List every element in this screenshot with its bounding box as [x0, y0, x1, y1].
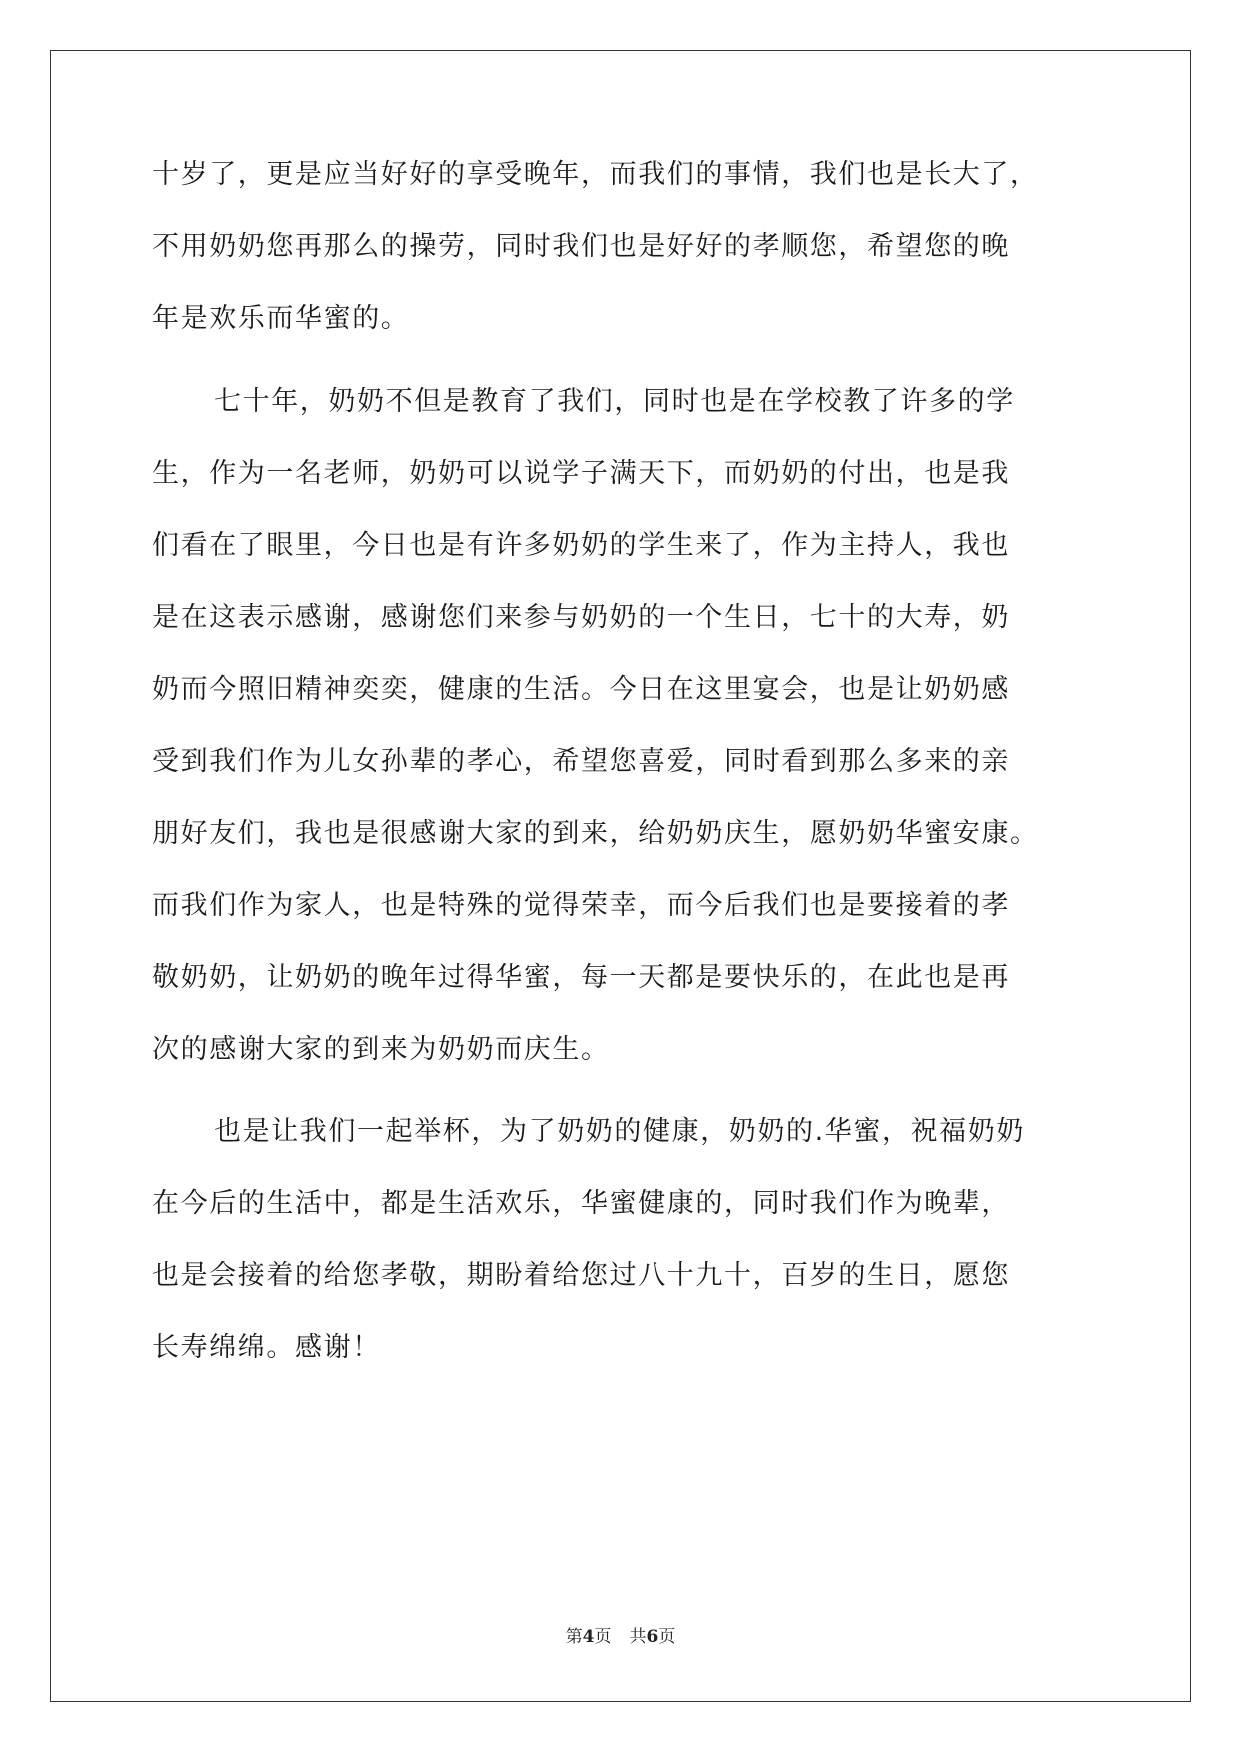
- page-border: [50, 50, 1191, 1702]
- text-line: 敬奶奶，让奶奶的晚年过得华蜜，每一天都是要快乐的，在此也是再: [152, 962, 1010, 993]
- text-line: 也是会接着的给您孝敬，期盼着给您过八十九十，百岁的生日，愿您: [152, 1260, 1010, 1291]
- page-unit: 页: [594, 1627, 612, 1647]
- text-line: 奶而今照旧精神奕奕，健康的生活。今日在这里宴会，也是让奶奶感: [152, 674, 1010, 705]
- text-line: 次的感谢大家的到来为奶奶而庆生。: [152, 1034, 610, 1065]
- text-line: 长寿绵绵。感谢！: [152, 1332, 381, 1363]
- text-line: 年是欢乐而华蜜的。: [152, 303, 410, 334]
- total-prefix: 共: [629, 1627, 647, 1647]
- text-line: 十岁了，更是应当好好的享受晚年，而我们的事情，我们也是长大了，: [152, 159, 1039, 190]
- paragraph-first-line: 也是让我们一起举杯，为了奶奶的健康，奶奶的.华蜜，祝福奶奶: [214, 1116, 1025, 1147]
- total-unit: 页: [658, 1627, 676, 1647]
- text-line: 在今后的生活中，都是生活欢乐，华蜜健康的，同时我们作为晚辈，: [152, 1188, 1010, 1219]
- text-line: 们看在了眼里，今日也是有许多奶奶的学生来了，作为主持人，我也: [152, 530, 1010, 561]
- paragraph-first-line: 七十年，奶奶不但是教育了我们，同时也是在学校教了许多的学: [214, 386, 1015, 417]
- text-line: 不用奶奶您再那么的操劳，同时我们也是好好的孝顺您，希望您的晚: [152, 231, 1010, 262]
- text-line: 受到我们作为儿女孙辈的孝心，希望您喜爱，同时看到那么多来的亲: [152, 746, 1010, 777]
- text-line: 是在这表示感谢，感谢您们来参与奶奶的一个生日，七十的大寿，奶: [152, 602, 1010, 633]
- text-line: 生，作为一名老师，奶奶可以说学子满天下，而奶奶的付出，也是我: [152, 458, 1010, 489]
- text-line: 朋好友们，我也是很感谢大家的到来，给奶奶庆生，愿奶奶华蜜安康。: [152, 818, 1039, 849]
- page-prefix: 第: [565, 1627, 583, 1647]
- current-page-number: 4: [582, 1627, 595, 1647]
- text-line: 而我们作为家人，也是特殊的觉得荣幸，而今后我们也是要接着的孝: [152, 890, 1010, 921]
- page-footer: [0, 1622, 1241, 1647]
- total-page-number: 6: [646, 1627, 659, 1647]
